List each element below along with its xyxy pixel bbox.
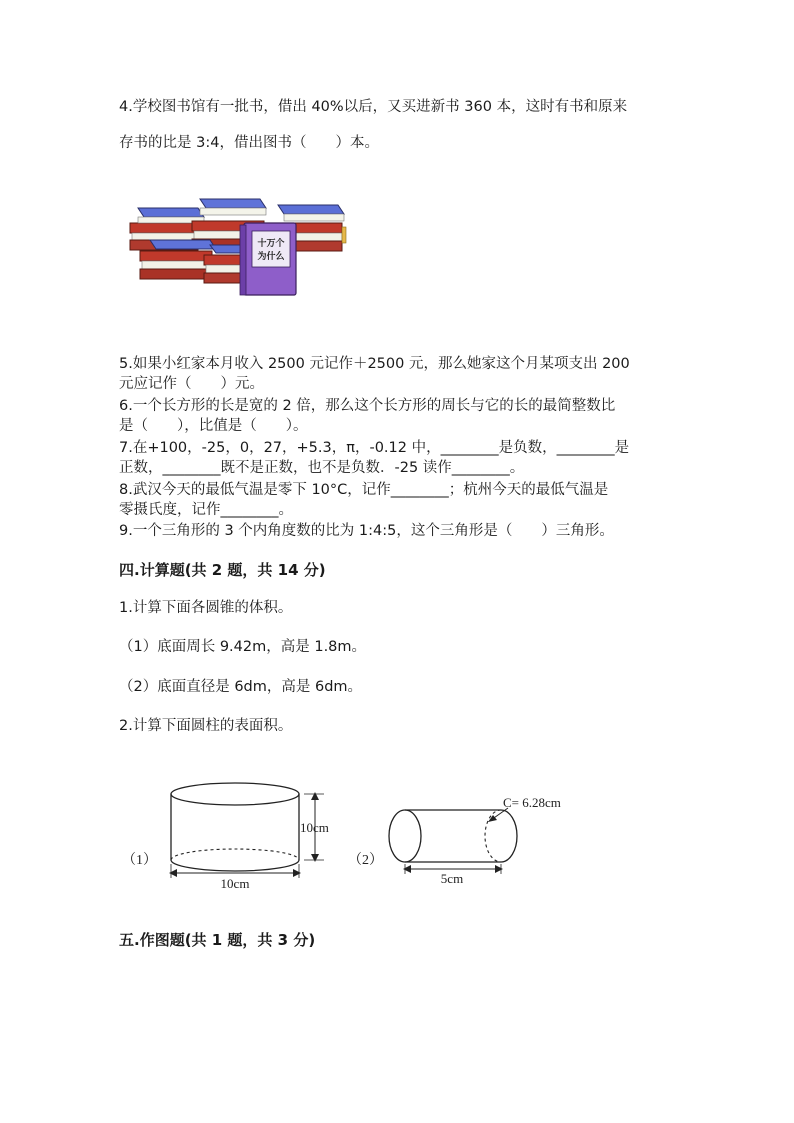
section4-title: 四.计算题(共 2 题，共 14 分) <box>119 561 326 579</box>
book-cover-text-2: 为什么 <box>257 251 285 261</box>
figure-1-height: 10cm <box>300 820 329 835</box>
section4-q1a: （1）底面周长 9.42m，高是 1.8m。 <box>119 639 367 655</box>
q9-line1: 9.一个三角形的 3 个内角度数的比为 1:4:5，这个三角形是（ ）三角形。 <box>119 523 614 539</box>
q4-line2: 存书的比是 3:4，借出图书（ ）本。 <box>119 135 379 151</box>
section4-q1: 1.计算下面各圆锥的体积。 <box>119 600 293 616</box>
book-cover-text-1: 十万个 <box>257 238 285 248</box>
q6-line2: 是（ ），比值是（ ）。 <box>119 418 308 434</box>
figure-2-label: （2） <box>348 853 383 868</box>
section4-q1b: （2）底面直径是 6dm，高是 6dm。 <box>119 679 363 695</box>
q5-line1: 5.如果小红家本月收入 2500 元记作＋2500 元，那么她家这个月某项支出 200 <box>119 356 630 372</box>
q4-line1: 4.学校图书馆有一批书，借出 40%以后，又买进新书 360 本，这时有书和原来 <box>119 99 628 115</box>
figure-1-width: 10cm <box>220 876 250 891</box>
q7-line2: 正数，________既不是正数，也不是负数．-25 读作________。 <box>119 460 525 476</box>
cylinder-figures <box>118 778 578 894</box>
cylinder-1 <box>122 783 329 891</box>
figure-2-circumference: C= 6.28cm <box>503 795 561 810</box>
section4-q2: 2.计算下面圆柱的表面积。 <box>119 718 293 734</box>
purple-book <box>240 223 296 295</box>
books-illustration <box>128 195 350 299</box>
q7-line1: 7.在+100，-25，0，27，+5.3，π，-0.12 中，________是负数，________是 <box>119 440 630 456</box>
cylinder-2 <box>348 795 561 886</box>
q8-line1: 8.武汉今天的最低气温是零下 10°C，记作________；杭州今天的最低气温是 <box>119 482 609 498</box>
q5-line2: 元应记作（ ）元。 <box>119 376 264 392</box>
figure-2-length: 5cm <box>440 871 464 886</box>
section5-title: 五.作图题(共 1 题，共 3 分) <box>119 931 316 949</box>
q8-line2: 零摄氏度，记作________。 <box>119 502 293 518</box>
figure-1-label: （1） <box>122 853 157 868</box>
q6-line1: 6.一个长方形的长是宽的 2 倍，那么这个长方形的周长与它的长的最简整数比 <box>119 398 616 414</box>
